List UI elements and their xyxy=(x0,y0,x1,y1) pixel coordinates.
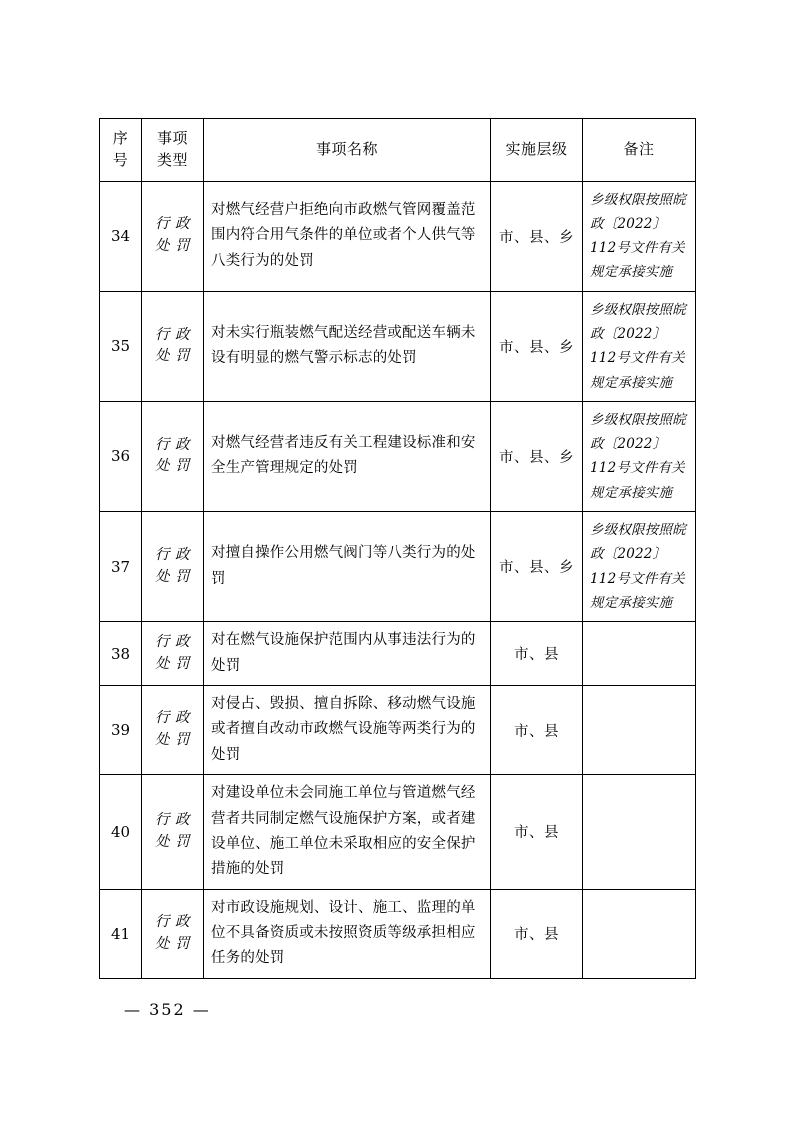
row-type-line1: 行 政 xyxy=(154,546,191,563)
row-type-line1: 行 政 xyxy=(154,812,191,829)
row-type xyxy=(142,622,204,686)
row-type-line2: 处 罚 xyxy=(154,458,191,475)
row-level: 市、县、乡 xyxy=(491,291,583,401)
row-note xyxy=(583,686,696,775)
row-level: 市、县 xyxy=(491,686,583,775)
matters-table xyxy=(99,118,696,979)
row-note: 乡级权限按照皖政〔2022〕112号文件有关规定承接实施 xyxy=(583,401,696,511)
header-no-line2: 号 xyxy=(112,150,129,169)
row-type xyxy=(142,512,204,622)
page-number: — 352 — xyxy=(124,1000,211,1019)
header-cell-name: 事项名称 xyxy=(204,119,491,182)
row-type xyxy=(142,889,204,978)
row-type-line1: 行 政 xyxy=(154,216,191,233)
table-row xyxy=(100,775,696,890)
row-name: 对擅自操作公用燃气阀门等八类行为的处罚 xyxy=(204,512,491,622)
row-type-line2: 处 罚 xyxy=(154,348,191,365)
row-note: 乡级权限按照皖政〔2022〕112号文件有关规定承接实施 xyxy=(583,291,696,401)
table-row xyxy=(100,291,696,401)
row-name: 对燃气经营者违反有关工程建设标准和安全生产管理规定的处罚 xyxy=(204,401,491,511)
row-type-line1: 行 政 xyxy=(154,436,191,453)
row-note xyxy=(583,775,696,890)
header-cell-type xyxy=(142,119,204,182)
row-type-line1: 行 政 xyxy=(154,913,191,930)
header-cell-level: 实施层级 xyxy=(491,119,583,182)
header-type-line2: 类型 xyxy=(156,150,188,169)
row-type-line2: 处 罚 xyxy=(154,238,191,255)
row-type-line2: 处 罚 xyxy=(154,935,191,952)
row-type-line1: 行 政 xyxy=(154,710,191,727)
row-type xyxy=(142,181,204,291)
row-note xyxy=(583,889,696,978)
row-no: 35 xyxy=(100,291,142,401)
row-no: 36 xyxy=(100,401,142,511)
table-row xyxy=(100,889,696,978)
row-type-line2: 处 罚 xyxy=(154,655,191,672)
table-header-row xyxy=(100,119,696,182)
row-type-line1: 行 政 xyxy=(154,326,191,343)
row-name: 对市政设施规划、设计、施工、监理的单位不具备资质或未按照资质等级承担相应任务的处罚 xyxy=(204,889,491,978)
row-type xyxy=(142,291,204,401)
row-note: 乡级权限按照皖政〔2022〕112号文件有关规定承接实施 xyxy=(583,181,696,291)
row-level: 市、县 xyxy=(491,622,583,686)
row-type-line2: 处 罚 xyxy=(154,568,191,585)
table-row xyxy=(100,512,696,622)
row-level: 市、县 xyxy=(491,775,583,890)
table-row xyxy=(100,686,696,775)
header-type-line1: 事项 xyxy=(156,129,188,147)
row-no: 37 xyxy=(100,512,142,622)
row-name: 对在燃气设施保护范围内从事违法行为的处罚 xyxy=(204,622,491,686)
row-type xyxy=(142,775,204,890)
row-no: 41 xyxy=(100,889,142,978)
row-name: 对侵占、毁损、擅自拆除、移动燃气设施或者擅自改动市政燃气设施等两类行为的处罚 xyxy=(204,686,491,775)
row-type xyxy=(142,401,204,511)
row-no: 39 xyxy=(100,686,142,775)
row-note: 乡级权限按照皖政〔2022〕112号文件有关规定承接实施 xyxy=(583,512,696,622)
table-row xyxy=(100,181,696,291)
row-type-line2: 处 罚 xyxy=(154,732,191,749)
row-type-line2: 处 罚 xyxy=(154,833,191,850)
table-row xyxy=(100,622,696,686)
header-cell-note: 备注 xyxy=(583,119,696,182)
row-name: 对建设单位未会同施工单位与管道燃气经营者共同制定燃气设施保护方案，或者建设单位、施工单位未采取相应的安全保护措施的处罚 xyxy=(204,775,491,890)
row-level: 市、县、乡 xyxy=(491,512,583,622)
table-row xyxy=(100,401,696,511)
row-level: 市、县 xyxy=(491,889,583,978)
row-name: 对燃气经营户拒绝向市政燃气管网覆盖范围内符合用气条件的单位或者个人供气等八类行为的处罚 xyxy=(204,181,491,291)
header-cell-no xyxy=(100,119,142,182)
row-name: 对未实行瓶装燃气配送经营或配送车辆未设有明显的燃气警示标志的处罚 xyxy=(204,291,491,401)
row-no: 38 xyxy=(100,622,142,686)
row-no: 34 xyxy=(100,181,142,291)
row-no: 40 xyxy=(100,775,142,890)
row-note xyxy=(583,622,696,686)
row-level: 市、县、乡 xyxy=(491,181,583,291)
row-type xyxy=(142,686,204,775)
row-level: 市、县、乡 xyxy=(491,401,583,511)
header-no-line1: 序 xyxy=(112,129,129,147)
row-type-line1: 行 政 xyxy=(154,633,191,650)
